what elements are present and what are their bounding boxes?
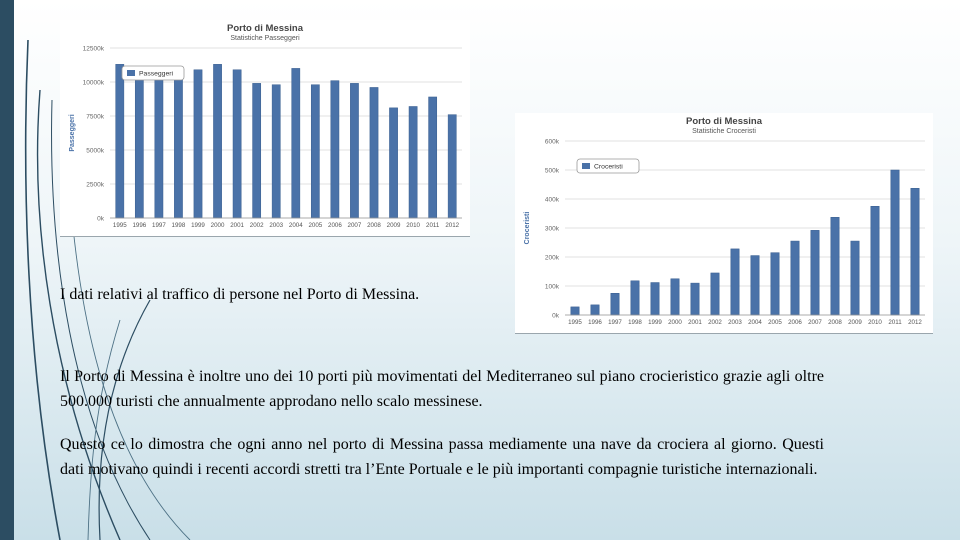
bar [891,170,899,315]
passengers-chart [60,20,470,237]
bar [651,283,659,315]
y-tick-label: 10000k [82,79,104,87]
bar [771,253,779,315]
bar [811,230,819,315]
x-tick-label: 2003 [269,222,284,229]
bar [194,70,202,218]
x-tick-label: 2006 [788,319,802,326]
x-tick-label: 1998 [171,222,186,229]
bar [851,241,859,315]
bar [571,307,579,315]
bar [389,108,397,218]
x-tick-label: 2004 [748,319,762,326]
paragraph-cruise-ranking: Il Porto di Messina è inoltre uno dei 10 porti più movimentati del Mediterraneo sul piano crocieristico grazie agli oltre 500.000 turisti che annualmente approdano nello scalo messinese. [60,368,824,410]
bar [311,85,319,218]
bar [731,249,739,315]
y-tick-label: 2500k [86,181,104,189]
bar [591,305,599,315]
y-tick-label: 600k [544,138,559,146]
bar [831,217,839,315]
left-accent-bar [0,0,14,540]
bar [116,64,124,218]
x-tick-label: 2003 [728,319,742,326]
bar [135,67,143,218]
y-tick-label: 500k [544,167,559,175]
chart-subtitle: Statistiche Passeggeri [230,35,300,42]
bar [611,293,619,315]
x-tick-label: 2012 [445,222,460,229]
y-tick-label: 0k [552,312,559,320]
x-tick-label: 2007 [347,222,362,229]
paragraph-daily-ship: Questo ce lo dimostra che ogni anno nel porto di Messina passa mediamente una nave da crociera al giorno. Questi dati motivano quindi i recenti accordi stretti tra l’Ente Portuale e le più importanti compagnie turistiche internazionali. [60,436,824,478]
bar [350,83,358,218]
x-tick-label: 2011 [426,222,440,229]
x-tick-label: 2011 [888,319,902,326]
x-tick-label: 2010 [406,222,420,229]
legend-label: Passeggeri [139,70,174,78]
cruise-passengers-chart [515,113,933,334]
y-tick-label: 100k [544,283,559,291]
y-axis-label: Croceristi [524,211,531,245]
x-tick-label: 1996 [588,319,602,326]
legend-swatch [582,163,590,169]
chart-subtitle: Statistiche Croceristi [692,128,756,135]
x-tick-label: 2012 [908,319,922,326]
bar [791,241,799,315]
x-tick-label: 1996 [132,222,147,229]
bar [911,188,919,315]
cruise-passengers-chart-svg [515,113,933,333]
bar [409,106,417,218]
y-tick-label: 0k [97,215,104,223]
x-tick-label: 2005 [768,319,782,326]
y-tick-label: 400k [544,196,559,204]
x-tick-label: 1997 [608,319,622,326]
x-tick-label: 1995 [112,222,127,229]
legend-label: Croceristi [594,163,623,171]
bar [631,281,639,315]
bar [272,85,280,218]
bar [233,70,241,218]
x-tick-label: 2006 [328,222,342,229]
bar [691,283,699,315]
legend-swatch [127,70,135,76]
bar [429,97,437,218]
bar [448,115,456,218]
x-tick-label: 2005 [308,222,323,229]
x-tick-label: 1995 [568,319,582,326]
passengers-chart-svg [60,20,470,236]
y-axis-label: Passeggeri [69,114,76,152]
bar [213,64,221,218]
x-tick-label: 2000 [668,319,682,326]
x-tick-label: 2008 [828,319,842,326]
x-tick-label: 2001 [688,319,702,326]
chart-title: Porto di Messina [685,116,763,127]
x-tick-label: 2004 [288,222,303,229]
x-tick-label: 2001 [230,222,244,229]
chart-caption: I dati relativi al traffico di persone nel Porto di Messina. [60,286,420,303]
chart-title: Porto di Messina [226,23,304,34]
x-tick-label: 1999 [191,222,205,229]
bar [155,67,163,218]
x-tick-label: 2000 [210,222,225,229]
x-tick-label: 1999 [648,319,662,326]
bar [751,256,759,315]
y-tick-label: 7500k [86,113,104,121]
bar [671,279,679,315]
x-tick-label: 2009 [386,222,401,229]
x-tick-label: 2007 [808,319,822,326]
bar [174,68,182,218]
bar [292,68,300,218]
y-tick-label: 300k [544,225,559,233]
y-tick-label: 200k [544,254,559,262]
bar [331,81,339,218]
x-tick-label: 2008 [367,222,381,229]
bar [871,206,879,315]
bar [370,87,378,218]
x-tick-label: 1997 [152,222,166,229]
y-tick-label: 12500k [82,45,104,53]
x-tick-label: 2002 [708,319,722,326]
bar [711,273,719,315]
x-tick-label: 2010 [868,319,882,326]
x-tick-label: 1998 [628,319,642,326]
bar [253,83,261,218]
y-tick-label: 5000k [86,147,104,155]
x-tick-label: 2002 [249,222,264,229]
x-tick-label: 2009 [848,319,862,326]
